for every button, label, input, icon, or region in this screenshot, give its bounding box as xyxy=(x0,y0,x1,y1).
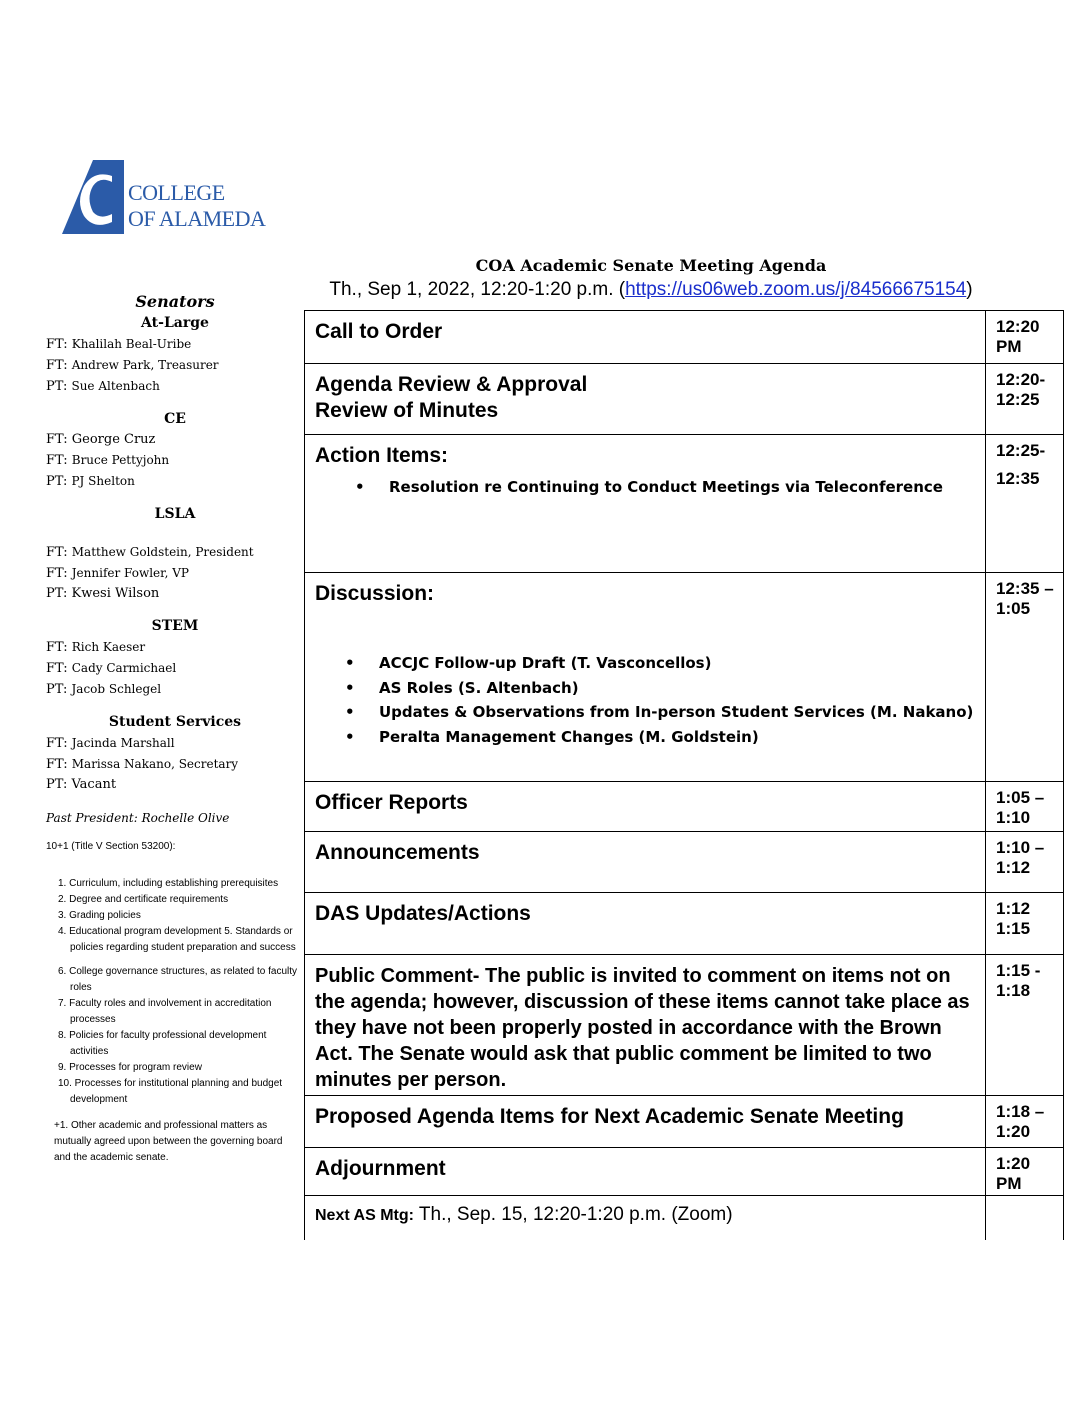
senator: PT: Kwesi Wilson xyxy=(46,586,160,601)
agenda-item-title: DAS Updates/Actions xyxy=(315,902,531,925)
table-row xyxy=(305,1196,1064,1240)
group-student-services: Student Services xyxy=(108,714,242,730)
agenda-table xyxy=(304,310,1064,1240)
senator: FT: Andrew Park, Treasurer xyxy=(46,358,219,373)
group-ce: CE xyxy=(164,411,186,427)
senator: PT: Jacob Schlegel xyxy=(46,682,162,697)
agenda-item-title: Action Items: xyxy=(315,444,449,467)
agenda-item-title: Agenda Review & Approval xyxy=(315,373,588,396)
agenda-item-time: 1:05 – 1:10 xyxy=(986,782,1064,832)
table-row xyxy=(305,893,1064,955)
discussion-items-list xyxy=(315,651,975,749)
senator: FT: George Cruz xyxy=(46,432,156,447)
public-comment-text: Public Comment- The public is invited to comment on items not on the agenda; however, discussion of these items cannot take place as they have not been properly posted in accordance with the Brown Act. The Senate would ask that public comment be limited to two minutes per person. xyxy=(315,965,970,1091)
table-row xyxy=(305,435,1064,573)
list-item: • AS Roles (S. Altenbach) xyxy=(315,676,975,701)
senator: FT: Cady Carmichael xyxy=(46,661,177,676)
list-item: 8. Policies for faculty professional development activities xyxy=(58,1030,267,1057)
agenda-item-title: Adjournment xyxy=(315,1157,446,1180)
agenda-item-time: 12:25- 12:35 xyxy=(986,435,1064,573)
list-item: 3. Grading policies xyxy=(58,910,141,921)
agenda-item-time: 12:35 – 1:05 xyxy=(986,573,1064,782)
ten-plus-one-list xyxy=(52,876,304,1108)
agenda-item-time: 12:20- 12:25 xyxy=(986,364,1064,435)
agenda-item-time: 1:12 1:15 xyxy=(986,893,1064,955)
senator: FT: Matthew Goldstein, President xyxy=(46,545,254,560)
senator: PT: Vacant xyxy=(46,777,117,792)
college-logo-mark-icon xyxy=(62,160,124,234)
table-row xyxy=(305,955,1064,1096)
agenda-item-time: 1:15 - 1:18 xyxy=(986,955,1064,1096)
zoom-link[interactable]: https://us06web.zoom.us/j/84566675154 xyxy=(625,279,967,300)
table-row xyxy=(305,782,1064,832)
group-lsla: LSLA xyxy=(154,506,196,522)
agenda-item-time: 1:20 PM xyxy=(986,1148,1064,1196)
agenda-item-title: Announcements xyxy=(315,841,480,864)
list-item: 1. Curriculum, including establishing prerequisites xyxy=(58,878,279,889)
college-logo xyxy=(62,160,272,240)
senator: FT: Bruce Pettyjohn xyxy=(46,453,170,468)
college-logo-text: COLLEGE OF ALAMEDA xyxy=(128,180,266,231)
agenda-item-title: Call to Order xyxy=(315,320,443,343)
group-stem: STEM xyxy=(151,618,199,634)
agenda-item-title: Discussion: xyxy=(315,582,435,605)
senator: FT: Khalilah Beal-Uribe xyxy=(46,337,192,352)
agenda-item-time: 1:10 – 1:12 xyxy=(986,832,1064,893)
list-item: • Peralta Management Changes (M. Goldstein) xyxy=(315,725,975,750)
list-item: • ACCJC Follow-up Draft (T. Vasconcellos) xyxy=(315,651,975,676)
agenda-item-time: 12:20 PM xyxy=(986,311,1064,364)
senator: FT: Marissa Nakano, Secretary xyxy=(46,757,239,772)
group-at-large: At-Large xyxy=(141,315,209,331)
agenda-item-title: Review of Minutes xyxy=(315,399,499,422)
page-title: COA Academic Senate Meeting Agenda xyxy=(475,256,827,275)
list-item: 9. Processes for program review xyxy=(58,1062,202,1073)
table-row xyxy=(305,1096,1064,1148)
table-row xyxy=(305,311,1064,364)
list-item: 2. Degree and certificate requirements xyxy=(58,894,229,905)
past-president: Past President: Rochelle Olive xyxy=(46,811,230,825)
senator: FT: Jacinda Marshall xyxy=(46,736,175,751)
list-item: 10. Processes for institutional planning and budget development xyxy=(58,1078,283,1105)
other-matters-note: +1. Other academic and professional matters as mutually agreed upon between the governing board and the academic senate. xyxy=(54,1120,283,1163)
table-row xyxy=(305,364,1064,435)
list-item: • Resolution re Continuing to Conduct Meetings via Teleconference xyxy=(315,475,975,500)
senator: PT: PJ Shelton xyxy=(46,474,135,489)
list-item: • Updates & Observations from In-person Student Services (M. Nakano) xyxy=(315,700,975,725)
senator: PT: Sue Altenbach xyxy=(46,379,160,394)
agenda-item-title: Proposed Agenda Items for Next Academic Senate Meeting xyxy=(315,1105,904,1128)
list-item: 7. Faculty roles and involvement in accreditation processes xyxy=(58,998,272,1025)
table-row xyxy=(305,573,1064,782)
list-item: 4. Educational program development 5. Standards or policies regarding student preparation and success xyxy=(58,926,296,953)
senator: FT: Rich Kaeser xyxy=(46,640,146,655)
action-items-list xyxy=(315,475,975,500)
senators-heading: Senators xyxy=(135,292,215,311)
next-meeting: Next AS Mtg: Th., Sep. 15, 12:20-1:20 p.m. (Zoom) xyxy=(305,1196,986,1240)
table-row xyxy=(305,1148,1064,1196)
agenda-item-title: Officer Reports xyxy=(315,791,468,814)
meeting-datetime: Th., Sep 1, 2022, 12:20-1:20 p.m. (https://us06web.zoom.us/j/84566675154) xyxy=(329,279,973,300)
agenda-item-time: 1:18 – 1:20 xyxy=(986,1096,1064,1148)
table-row xyxy=(305,832,1064,893)
ten-plus-one-heading: 10+1 (Title V Section 53200): xyxy=(46,841,176,852)
senators-sidebar xyxy=(46,292,304,1166)
list-item: 6. College governance structures, as related to faculty roles xyxy=(58,966,298,993)
senator: FT: Jennifer Fowler, VP xyxy=(46,566,189,581)
